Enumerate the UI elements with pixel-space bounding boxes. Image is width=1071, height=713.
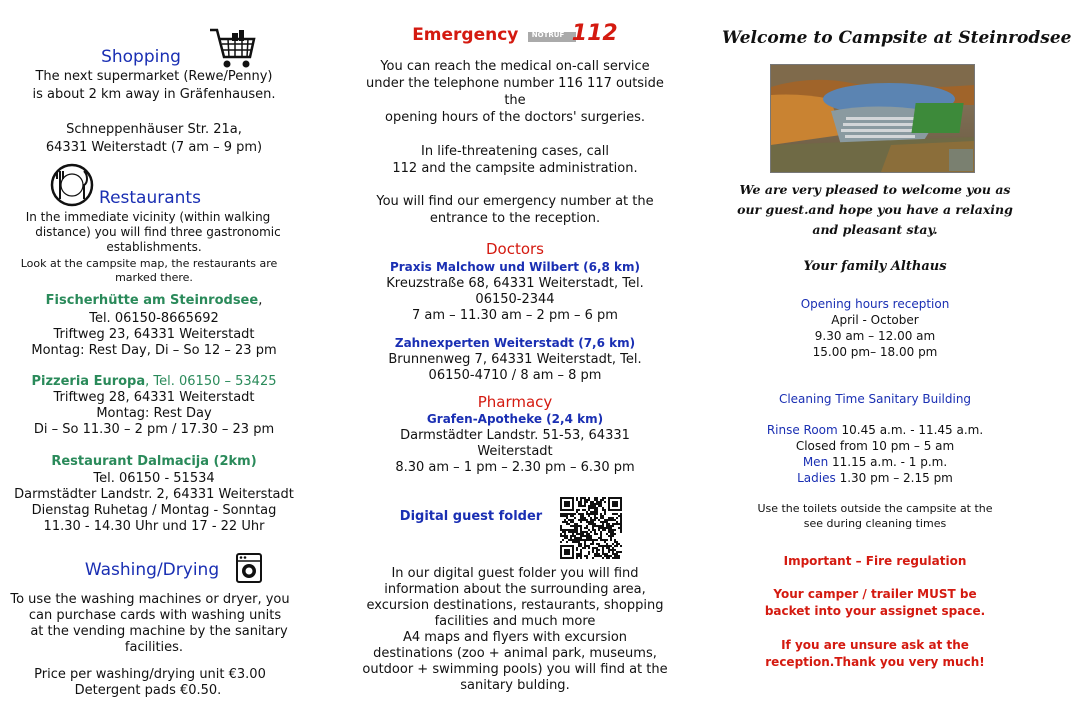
guest-folder-text: facilities and much more [434, 614, 596, 629]
restaurants-intro: establishments. [106, 240, 202, 254]
welcome-greeting: We are very pleased to welcome you as [739, 182, 1011, 197]
pharmacy-hours: 8.30 am – 1 pm – 2.30 pm – 6.30 pm [395, 460, 635, 475]
qr-code-icon[interactable] [560, 497, 622, 559]
reception-hours: 9.30 am – 12.00 am [814, 329, 936, 343]
washing-text: at the vending machine by the sanitary [30, 624, 288, 639]
restaurant-hours: Montag: Rest Day, Di – So 12 – 23 pm [31, 343, 277, 358]
ladies-time: 1.30 pm – 2.15 pm [835, 471, 953, 485]
washing-text: can purchase cards with washing units [28, 608, 282, 623]
reception-season: April - October [831, 313, 919, 327]
emergency-text: In life-threatening cases, call [421, 144, 609, 159]
emergency-text: under the telephone number 116 117 outside [366, 76, 664, 91]
restaurant-hours: Di – So 11.30 – 2 pm / 17.30 – 23 pm [33, 422, 275, 437]
restaurant-phone: Tel. 06150-8665692 [89, 311, 219, 326]
restaurant-rest-day: Dienstag Ruhetag / Montag - Sonntag [31, 503, 277, 518]
toilets-note: see during cleaning times [803, 517, 947, 530]
shopping-text: The next supermarket (Rewe/Penny) [35, 69, 273, 84]
doctor-address: Kreuzstraße 68, 64331 Weiterstadt, Tel. [386, 276, 644, 291]
toilets-note: Use the toilets outside the campsite at the [757, 502, 993, 515]
restaurants-heading: Restaurants [99, 188, 201, 208]
doctor-name: Zahnexperten Weiterstadt (7,6 km) [394, 336, 636, 350]
ladies-line [722, 470, 1028, 487]
restaurants-map-note: marked there. [115, 271, 193, 284]
welcome-greeting: and pleasant stay. [812, 222, 938, 237]
guest-folder-text: information about the surrounding area, [384, 582, 646, 597]
restaurant-address: Triftweg 23, 64331 Weiterstadt [53, 327, 255, 342]
shopping-cart-icon [208, 27, 256, 71]
emergency-text: opening hours of the doctors' surgeries. [385, 110, 645, 125]
rinse-room-line [722, 422, 1028, 439]
cleaning-heading: Cleaning Time Sanitary Building [778, 392, 972, 406]
left-column [8, 0, 300, 713]
doctor-name: Praxis Malchow und Wilbert (6,8 km) [389, 260, 641, 274]
closed-hours: Closed from 10 pm – 5 am [795, 439, 955, 453]
fire-regulation-heading: Important – Fire regulation [783, 554, 967, 568]
restaurants-map-note: Look at the campsite map, the restaurants are [20, 257, 278, 270]
emergency-text: entrance to the reception. [429, 211, 601, 226]
detergent-price: Detergent pads €0.50. [74, 683, 222, 698]
restaurant-name-suffix: , [258, 293, 263, 308]
washing-price: Price per washing/drying unit €3.00 [34, 667, 266, 682]
guest-folder-text: destinations (zoo + animal park, museums, [373, 646, 657, 661]
rinse-room-time: 10.45 a.m. - 11.45 a.m. [837, 423, 984, 437]
men-time: 11.15 a.m. - 1 p.m. [828, 455, 948, 469]
restaurant-address: Triftweg 28, 64331 Weiterstadt [53, 390, 255, 405]
restaurant-name: Pizzeria Europa [31, 374, 146, 389]
shopping-heading: Shopping [101, 47, 181, 67]
welcome-greeting: our guest.and hope you have a relaxing [737, 202, 1013, 217]
fire-regulation-text: reception.Thank you very much! [765, 655, 985, 669]
restaurant-phone: Tel. 06150 - 51534 [93, 471, 215, 486]
restaurant-name: Fischerhütte am Steinrodsee [45, 293, 259, 308]
campsite-aerial-photo [770, 64, 975, 173]
supermarket-address: Schneppenhäuser Str. 21a, [66, 122, 242, 137]
doctors-heading: Doctors [485, 240, 544, 258]
ladies-label: Ladies [797, 471, 836, 485]
doctor-phone-hours: 06150-4710 / 8 am – 8 pm [428, 368, 602, 383]
emergency-text: 112 and the campsite administration. [392, 161, 638, 176]
doctor-phone: 06150-2344 [475, 292, 555, 307]
washing-machine-icon [236, 553, 262, 583]
welcome-signature: Your family Althaus [803, 259, 947, 274]
restaurant-hours: 11.30 - 14.30 Uhr und 17 - 22 Uhr [43, 519, 265, 534]
doctor-hours: 7 am – 11.30 am – 2 pm – 6 pm [412, 308, 618, 323]
men-line [722, 454, 1028, 471]
guest-folder-text: A4 maps and flyers with excursion [402, 630, 628, 645]
emergency-heading: Emergency [412, 25, 519, 45]
guest-folder-heading: Digital guest folder [399, 509, 543, 524]
restaurant-rest-day: Montag: Rest Day [96, 406, 212, 421]
rinse-room-label: Rinse Room [766, 423, 838, 437]
emergency-text: the [504, 93, 526, 108]
pharmacy-address: Weiterstadt [477, 444, 553, 459]
guest-folder-text: In our digital guest folder you will find [391, 566, 639, 581]
doctor-address: Brunnenweg 7, 64331 Weiterstadt, Tel. [388, 352, 642, 367]
badge-number: 112 [571, 21, 618, 46]
reception-heading: Opening hours reception [800, 297, 950, 311]
supermarket-hours: 64331 Weiterstadt (7 am – 9 pm) [45, 140, 263, 155]
washing-heading: Washing/Drying [84, 560, 220, 580]
fire-regulation-text: backet into your assignet space. [764, 604, 986, 618]
pharmacy-name: Grafen-Apotheke (2,4 km) [426, 412, 604, 426]
restaurant-address: Darmstädter Landstr. 2, 64331 Weiterstadt [14, 487, 294, 502]
men-label: Men [802, 455, 829, 469]
shopping-text: is about 2 km away in Gräfenhausen. [32, 87, 276, 102]
reception-hours: 15.00 pm– 18.00 pm [812, 345, 938, 359]
guest-folder-text: excursion destinations, restaurants, shopping [366, 598, 664, 613]
restaurant-name: Restaurant Dalmacija (2km) [51, 454, 257, 469]
washing-text: facilities. [124, 640, 184, 655]
emergency-112-badge [528, 21, 618, 46]
restaurant-1-name-line [8, 292, 300, 309]
welcome-title: Welcome to Campsite at Steinrodsee [722, 28, 1071, 48]
middle-column [360, 0, 670, 713]
pharmacy-address: Darmstädter Landstr. 51-53, 64331 [400, 428, 630, 443]
restaurant-phone: , Tel. 06150 – 53425 [145, 374, 277, 389]
pharmacy-heading: Pharmacy [477, 393, 553, 411]
restaurants-intro: distance) you will find three gastronomic [35, 225, 281, 239]
guest-folder-text: sanitary bulding. [460, 678, 570, 693]
restaurant-2-name-line [8, 373, 300, 390]
emergency-text: You will find our emergency number at the [376, 194, 654, 209]
emergency-text: You can reach the medical on-call service [380, 59, 650, 74]
badge-small-text: NOTRUF [531, 31, 565, 39]
right-column [722, 0, 1071, 713]
fire-regulation-text: Your camper / trailer MUST be [773, 587, 977, 601]
guest-folder-text: outdoor + swimming pools) you will find at the [362, 662, 668, 677]
emergency-heading-line [360, 21, 670, 46]
restaurants-intro: In the immediate vicinity (within walking [25, 210, 271, 224]
fire-regulation-text: If you are unsure ask at the [781, 638, 969, 652]
washing-text: To use the washing machines or dryer, you [10, 592, 290, 607]
